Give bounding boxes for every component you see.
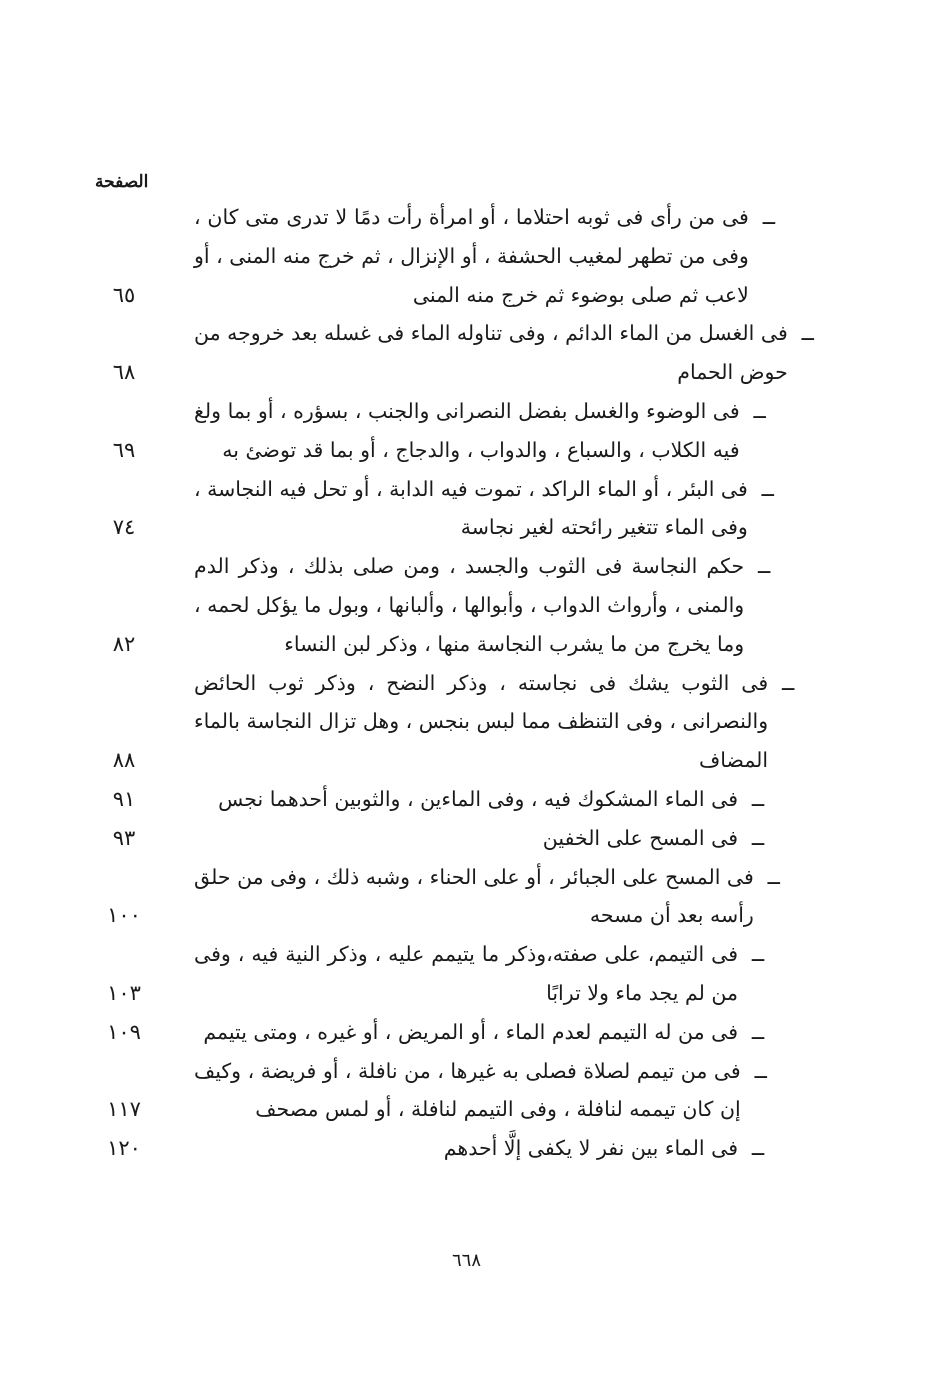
- entry-line: فى الغسل من الماء الدائم ، وفى تناوله الماء فى غسله بعد خروجه من: [194, 321, 788, 346]
- toc-entry: [88, 780, 778, 819]
- entry-page-number: ٨٢: [112, 631, 136, 656]
- entry-page-number: ١٠٩: [107, 1019, 141, 1044]
- entry-dash: ــ: [758, 554, 771, 579]
- entry-dash: ــ: [751, 1019, 765, 1044]
- entry-line: وفى من تطهر لمغيب الحشفة ، أو الإنزال ، ثم خرج منه المنى ، أو: [194, 243, 749, 268]
- toc-entry: [88, 935, 778, 1013]
- entry-line: فى الماء بين نفر لا يكفى إلَّا أحدهم: [443, 1136, 738, 1161]
- toc-entry: [88, 1052, 778, 1130]
- toc-entry: [88, 198, 778, 314]
- table-of-contents: [88, 198, 814, 1168]
- entry-line: فى المسح على الخفين: [542, 825, 738, 850]
- entry-text: [160, 314, 788, 392]
- entry-line: والنصرانى ، وفى التنظف مما لبس بنجس ، وهل تزال النجاسة بالماء: [194, 709, 769, 734]
- entry-dash: ــ: [753, 398, 766, 423]
- entry-dash: ــ: [751, 825, 765, 850]
- entry-text: [160, 780, 738, 819]
- entry-line: فى من له التيمم لعدم الماء ، أو المريض ، أو غيره ، ومتى يتيمم: [203, 1019, 738, 1044]
- entry-dash: ــ: [801, 321, 814, 346]
- entry-line: رأسه بعد أن مسحه: [589, 903, 754, 928]
- entry-page-number: ١٢٠: [107, 1136, 141, 1161]
- entry-line: فى من تيمم لصلاة فصلى به غيرها ، من نافلة ، أو فريضة ، وكيف: [194, 1058, 741, 1083]
- entry-line: فى المسح على الجبائر ، أو على الحناء ، وشبه ذلك ، وفى من حلق: [194, 864, 754, 889]
- page-column-header: الصفحة: [95, 172, 149, 192]
- entry-dash: ــ: [767, 864, 780, 889]
- entry-line: وفى الماء تتغير رائحته لغير نجاسة: [460, 515, 748, 540]
- entry-line: وما يخرج من ما يشرب النجاسة منها ، وذكر لبن النساء: [284, 631, 745, 656]
- entry-text: [160, 819, 738, 858]
- entry-text: [160, 935, 738, 1013]
- entry-page-number: ١١٧: [107, 1097, 141, 1122]
- toc-entry: [88, 664, 795, 780]
- entry-line: المضاف: [699, 748, 769, 773]
- entry-text: [160, 1129, 738, 1168]
- entry-dash: ــ: [754, 1058, 767, 1083]
- entry-page-number: ٨٨: [112, 748, 136, 773]
- entry-dash: ــ: [751, 942, 765, 967]
- entry-page-number: ٦٩: [112, 437, 136, 462]
- entry-line: حوض الحمام: [677, 360, 788, 385]
- entry-dash: ــ: [751, 786, 765, 811]
- entry-text: [160, 547, 744, 663]
- entry-text: [160, 1013, 738, 1052]
- entry-line: حكم النجاسة فى الثوب والجسد ، ومن صلى بذلك ، وذكر الدم: [194, 554, 745, 579]
- toc-entry: [88, 1129, 778, 1168]
- entry-page-number: ٦٥: [112, 282, 136, 307]
- entry-line: فى التيمم، على صفته،وذكر ما يتيمم عليه ، وذكر النية فيه ، وفى: [194, 942, 738, 967]
- entry-text: [160, 664, 768, 780]
- toc-entry: [88, 392, 778, 470]
- entry-page-number: ١٠٣: [107, 980, 141, 1005]
- entry-text: [160, 858, 754, 936]
- entry-page-number: ٧٤: [112, 515, 136, 540]
- toc-entry: [88, 858, 778, 936]
- entry-dash: ــ: [751, 1136, 765, 1161]
- entry-page-number: ١٠٠: [107, 903, 141, 928]
- entry-page-number: ٩١: [112, 786, 136, 811]
- toc-entry: [88, 1013, 778, 1052]
- entry-line: فى الماء المشكوك فيه ، وفى الماءين ، والثوبين أحدهما نجس: [218, 786, 738, 811]
- entry-text: [160, 198, 749, 314]
- entry-text: [160, 1052, 741, 1130]
- entry-page-number: ٦٨: [112, 360, 136, 385]
- toc-entry: [88, 547, 778, 663]
- entry-dash: ــ: [762, 205, 775, 229]
- entry-line: فى البئر ، أو الماء الراكد ، تموت فيه الدابة ، أو تحل فيه النجاسة ،: [194, 476, 748, 501]
- entry-line: فيه الكلاب ، والسباع ، والدواب ، والدجاج ، أو بما قد توضئ به: [222, 437, 740, 462]
- entry-dash: ــ: [781, 670, 795, 695]
- toc-entry: [88, 819, 778, 858]
- page-number: ٦٦٨: [451, 1250, 481, 1271]
- entry-line: لاعب ثم صلى بوضوء ثم خرج منه المنى: [412, 282, 749, 307]
- entry-page-number: ٩٣: [112, 825, 136, 850]
- entry-text: [160, 392, 740, 470]
- entry-line: فى الوضوء والغسل بفضل النصرانى والجنب ، بسؤره ، أو بما ولغ: [194, 398, 740, 423]
- toc-entry: [88, 470, 778, 548]
- entry-line: فى الثوب يشك فى نجاسته ، وذكر النضح ، وذكر ثوب الحائض: [194, 670, 769, 695]
- entry-dash: ــ: [761, 476, 774, 501]
- entry-line: والمنى ، وأرواث الدواب ، وأبوالها ، وألبانها ، وبول ما يؤكل لحمه ،: [194, 592, 745, 617]
- entry-line: فى من رأى فى ثوبه احتلاما ، أو امرأة رأت دمًا لا تدرى متى كان ،: [194, 205, 749, 229]
- toc-entry: [88, 314, 814, 392]
- entry-text: [160, 470, 748, 548]
- entry-line: من لم يجد ماء ولا ترابًا: [546, 980, 738, 1005]
- entry-line: إن كان تيممه لنافلة ، وفى التيمم لنافلة ، أو لمس مصحف: [255, 1097, 741, 1122]
